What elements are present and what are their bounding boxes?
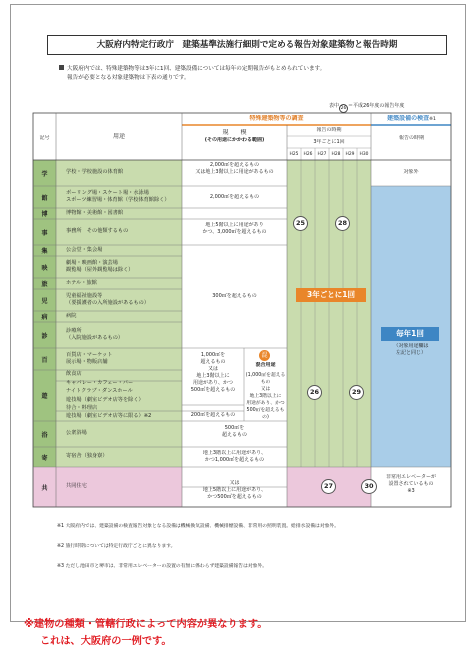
- row-uses: [66, 421, 182, 447]
- year-header-2: H27: [317, 152, 327, 157]
- header-code: 記号: [39, 135, 50, 141]
- use-item: （要援護者の入所施設があるもの）: [66, 300, 150, 306]
- row-code: 寄: [41, 454, 48, 462]
- footnote-3: ※3 ただし池田市と堺市は、非常用エレベーターの設置の有無に係わらず建築設備報告は対象外。: [57, 564, 268, 569]
- equip-apt-line3: ※3: [407, 488, 415, 494]
- use-item: キャバレー・カフェー・バー: [66, 379, 134, 386]
- scale-dorm-line1: 地上3階以上に用途があり、: [202, 450, 267, 456]
- mixed-line2: 又は: [260, 387, 271, 392]
- document-sheet: [10, 4, 466, 622]
- header-equip-survey: [374, 115, 449, 123]
- equip-exempt: 対象外: [403, 169, 419, 175]
- scale-apt-line3: かつ500㎡を超えるもの: [207, 494, 262, 500]
- scale-office-line2: かつ、3,000㎡を超えるもの: [202, 229, 267, 235]
- mixed-use-badge: 混: [259, 350, 270, 361]
- use-item: 公会堂・集会場: [66, 246, 103, 253]
- row-uses: [66, 256, 182, 278]
- row-code: 浴: [41, 431, 48, 439]
- use-item: 遊技場（劇室ビデオ店等に限る）※2: [66, 413, 152, 420]
- use-item: 診療所: [66, 327, 82, 334]
- year-circle-26: 26: [307, 385, 322, 400]
- footnote-2: ※2 旅行時期については特定行政庁ごとに異なります。: [57, 544, 176, 549]
- use-item: ホテル・旅館: [66, 279, 97, 286]
- row-uses: [66, 322, 182, 348]
- scale-dorm-line2: かつ1,000㎡を超えるもの: [204, 457, 265, 463]
- scale-bath: [182, 425, 287, 439]
- year-circle-30: 30: [361, 479, 377, 494]
- red-warning-line1: ※建物の種類・管轄行政によって内容が異なります。: [24, 619, 268, 630]
- use-item: 待合・料理店: [66, 404, 98, 411]
- year-circle-29: 29: [349, 385, 364, 400]
- scale-bath-line2: 超えるもの: [221, 432, 247, 438]
- row-code: 児: [41, 297, 48, 305]
- mixed-line3: 地上3階以上に: [249, 394, 282, 399]
- scale-yugi200: 200㎡を超えるもの: [190, 412, 236, 418]
- use-item: 共同住宅: [66, 483, 87, 490]
- red-warning-line2: これは、大阪府の一例です。: [40, 636, 172, 647]
- header-equip-survey-label: 建築設備の検査: [387, 115, 430, 122]
- mixed-line1: (1,000㎡を超えるもの: [245, 373, 286, 385]
- row-uses: [66, 208, 182, 219]
- year-circle-28: 28: [335, 216, 350, 231]
- scale-retail-line3: 又は: [207, 366, 218, 372]
- use-item: 病院: [66, 312, 77, 319]
- row-uses: [66, 311, 182, 322]
- row-code: 学: [41, 170, 48, 178]
- scale-office-line1: 地上5階以上に用途があり: [205, 222, 264, 228]
- row-uses: [66, 186, 182, 208]
- every-3-years-badge: 3年ごとに1回: [296, 288, 366, 302]
- use-item: 百貨店・マーケット: [66, 351, 113, 358]
- year-circle-25: 25: [293, 216, 308, 231]
- use-item: 学校・学校施設の体育館: [66, 169, 124, 176]
- every-year-badge: 毎年1回: [381, 327, 439, 341]
- header-use: 用途: [112, 133, 125, 140]
- scale-bath-line1: 500㎡を: [224, 425, 245, 431]
- scale-apartment: [182, 480, 287, 501]
- year-header-0: H25: [289, 152, 299, 157]
- intro-line-2: 報告が必要となる対象建築物は下表の通りです。: [67, 74, 190, 81]
- scale-office: [182, 222, 287, 236]
- use-item: 飲食店: [66, 371, 82, 378]
- use-item: 公衆浴場: [66, 430, 87, 437]
- header-special-survey: 特殊建築物等の調査: [249, 115, 304, 122]
- use-item: 展示場・物販店舗: [66, 359, 108, 365]
- use-item: 児童福祉施設等: [66, 292, 103, 299]
- row-uses: [66, 160, 182, 186]
- row-code: 館: [41, 194, 48, 202]
- scale-retail-line1: 1,000㎡を: [200, 352, 226, 358]
- scale-300: 300㎡を超えるもの: [212, 293, 257, 299]
- equip-apartment-note: [371, 474, 451, 495]
- row-code: 旅: [41, 281, 48, 288]
- row-uses: [66, 348, 182, 370]
- year-header-1: H26: [303, 152, 313, 157]
- header-report-period: 報告の時期: [316, 127, 342, 133]
- scale-apt-line2: 地上5階以上に用途があり、: [202, 487, 267, 493]
- header-every3: 3年ごとに1回: [313, 139, 345, 145]
- row-uses: [66, 278, 182, 289]
- use-item: スポーツ練習場・体育館（学校体育館除く）: [66, 197, 170, 203]
- equip-note-line1: （対象用途欄は: [393, 343, 429, 349]
- scale-retail-line4: 地上3階以上に: [196, 373, 230, 379]
- scale-retail-line6: 500㎡を超えるもの: [190, 387, 236, 393]
- year-header-5: H30: [359, 152, 369, 157]
- use-item: 劇場・映画館・演芸場: [66, 259, 118, 266]
- year-legend-circle: 26: [340, 106, 347, 111]
- scale-retail: [182, 352, 244, 394]
- header-scale-sub: (その用途にかかわる範囲): [204, 137, 265, 143]
- row-code: 集: [41, 248, 48, 255]
- row-uses: [66, 467, 182, 507]
- year-legend-prefix: 表中: [329, 103, 340, 109]
- row-uses: [66, 289, 182, 311]
- header-scale: 規 模: [222, 129, 247, 136]
- scale-apt-line1: 又は: [229, 480, 240, 486]
- equip-note-line2: 左記と同じ）: [395, 350, 426, 356]
- year-header-4: H29: [345, 152, 355, 157]
- row-uses: [66, 219, 182, 245]
- use-item: ボーリング場・スケート場・水泳場: [66, 189, 149, 196]
- row-uses: [66, 370, 182, 421]
- scale-retail-line5: 用途があり、かつ: [192, 380, 233, 386]
- header-equip-period: 報告の時期: [398, 135, 424, 141]
- year-circle-27: 27: [321, 479, 336, 494]
- scale-retail-line2: 超えるもの: [200, 359, 226, 365]
- use-item: 事務所 その他類するもの: [66, 228, 129, 235]
- intro-line-1: 大阪府内では、特殊建築物等は3年に1回、建築設備については毎年の定期報告がもとめられています。: [67, 66, 326, 72]
- row-code: 病: [41, 314, 48, 321]
- scale-school-line1: 2,000㎡を超えるもの: [209, 162, 260, 168]
- row-code: 事: [41, 229, 48, 237]
- row-code: 百: [41, 356, 48, 364]
- row-code: 映: [41, 264, 48, 272]
- row-uses: [66, 245, 182, 256]
- equip-apt-line2: 設置されているもの: [388, 481, 434, 487]
- row-uses: [66, 447, 182, 467]
- year-header-3: H28: [331, 152, 341, 157]
- mixed-line4: 用途があり、かつ: [246, 401, 285, 406]
- header-equip-note: ※1: [429, 117, 436, 122]
- use-item: 博物館・美術館・図書館: [66, 209, 124, 216]
- row-code: 診: [41, 332, 48, 340]
- year-legend-suffix: ＝平成26年度の報告年度: [348, 103, 405, 109]
- mixed-use-text: [244, 372, 287, 421]
- row-code: 共: [41, 484, 48, 492]
- equip-apt-line1: 非常用エレベーターが: [385, 474, 436, 480]
- mixed-line5: 500㎡を超えるもの): [246, 408, 285, 420]
- use-item: 寄宿舎（独身寮）: [66, 453, 108, 460]
- scale-school: [182, 162, 287, 176]
- use-item: ナイトクラブ・ダンスホール: [66, 388, 133, 395]
- row-code: 遊: [41, 393, 48, 400]
- scale-school-line2: 又は地上3階以上に用途があるもの: [195, 169, 274, 175]
- mixed-use-label: 混合用途: [255, 362, 276, 368]
- use-item: 遊技場（劇室ビデオ店等を除く）: [66, 396, 144, 403]
- row-code: 博: [41, 211, 48, 218]
- footnote-1: ※1 大阪府内では、建築設備の検査報告対象となる設備は機械換気設備、機械排煙設備、非常用の照明装置。給排水設備は対象外。: [57, 524, 340, 529]
- scale-sports: 2,000㎡を超えるもの: [209, 194, 260, 200]
- use-item: 観覧場（屋外観覧場は除く）: [66, 267, 134, 273]
- equip-yearly-note: [371, 343, 451, 357]
- use-item: （入院施設があるもの）: [66, 335, 124, 341]
- scale-dorm: [182, 450, 287, 464]
- page-title: 大阪府内特定行政庁 建築基準法施行細則で定める報告対象建築物と報告時期: [47, 35, 447, 55]
